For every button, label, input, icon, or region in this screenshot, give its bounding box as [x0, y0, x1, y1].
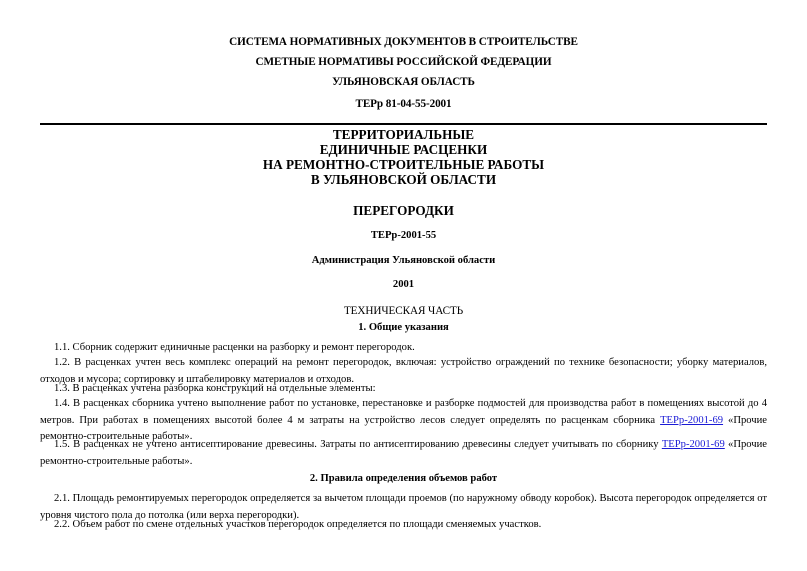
year: 2001	[392, 279, 415, 290]
title-line-2: ЕДИНИЧНЫЕ РАСЦЕНКИ	[319, 142, 488, 157]
paragraph-1-4-text: 1.4. В расценках сборника учтено выполнение работ по установке, перестановке и разборке подмостей для производства работ в помещениях высотой до 4 метров. При работах в помещениях высотой более 4 м затраты на устройство лесов следует определять по расценкам сборника	[40, 398, 767, 426]
paragraph-2-1: 2.1. Площадь ремонтируемых перегородок определяется за вычетом площади проемов (по наружному обводу коробок). Высота перегородок определяется от уровня чистого пола до потолка (или верха перегородки).	[40, 493, 767, 521]
paragraph-1-3: 1.3. В расценках учтена разборка конструкций на отдельные элементы:	[54, 383, 376, 394]
section-2-title: 2. Правила определения объемов работ	[309, 473, 498, 484]
paragraph-1-4-tail: «Прочие ремонтно-строительные работы».	[40, 414, 767, 443]
paragraph-1-5	[40, 437, 767, 470]
section-title: ТЕХНИЧЕСКАЯ ЧАСТЬ	[343, 305, 464, 317]
title-line-4: В УЛЬЯНОВСКОЙ ОБЛАСТИ	[310, 172, 497, 187]
paragraph-1-5-tail: «Прочие ремонтно-строительные работы».	[40, 439, 767, 467]
header-system: СИСТЕМА НОРМАТИВНЫХ ДОКУМЕНТОВ В СТРОИТЕЛЬСТВЕ	[229, 36, 578, 48]
section-1-title: 1. Общие указания	[358, 322, 449, 333]
link-terr-2001-69[interactable]: ТЕРр-2001-69	[660, 414, 724, 426]
header-code: ТЕРр 81-04-55-2001	[355, 98, 452, 110]
paragraph-2-2: 2.2. Объем работ по смене отдельных участков перегородок определяется по площади сменяемых участков.	[54, 519, 542, 530]
paragraph-1-2: 1.2. В расценках учтен весь комплекс операций на ремонт перегородок, включая: устройство ограждений по технике безопасности; уборку материалов, отходов и мусора; сортировку и штабелировку материалов и отходов.	[40, 357, 767, 385]
paragraph-1-1: 1.1. Сборник содержит единичные расценки на разборку и ремонт перегородок.	[54, 342, 415, 353]
header-divider	[40, 123, 767, 125]
publisher: Администрация Ульяновской области	[311, 255, 496, 266]
subtitle: ПЕРЕГОРОДКИ	[353, 203, 454, 218]
header-norms: СМЕТНЫЕ НОРМАТИВЫ РОССИЙСКОЙ ФЕДЕРАЦИИ	[255, 56, 552, 68]
header-region: УЛЬЯНОВСКАЯ ОБЛАСТЬ	[332, 76, 475, 88]
paragraph-1-5-text: 1.5. В расценках не учтено антисептирование древесины. Затраты по антисептированию древесины следует учитывать по сборнику	[54, 439, 662, 450]
doc-code: ТЕРр-2001-55	[370, 230, 437, 241]
link-terr-2001-69[interactable]: ТЕРр-2001-69	[661, 439, 725, 450]
title-line-3: НА РЕМОНТНО-СТРОИТЕЛЬНЫЕ РАБОТЫ	[262, 157, 545, 172]
title-line-1: ТЕРРИТОРИАЛЬНЫЕ	[332, 127, 475, 142]
